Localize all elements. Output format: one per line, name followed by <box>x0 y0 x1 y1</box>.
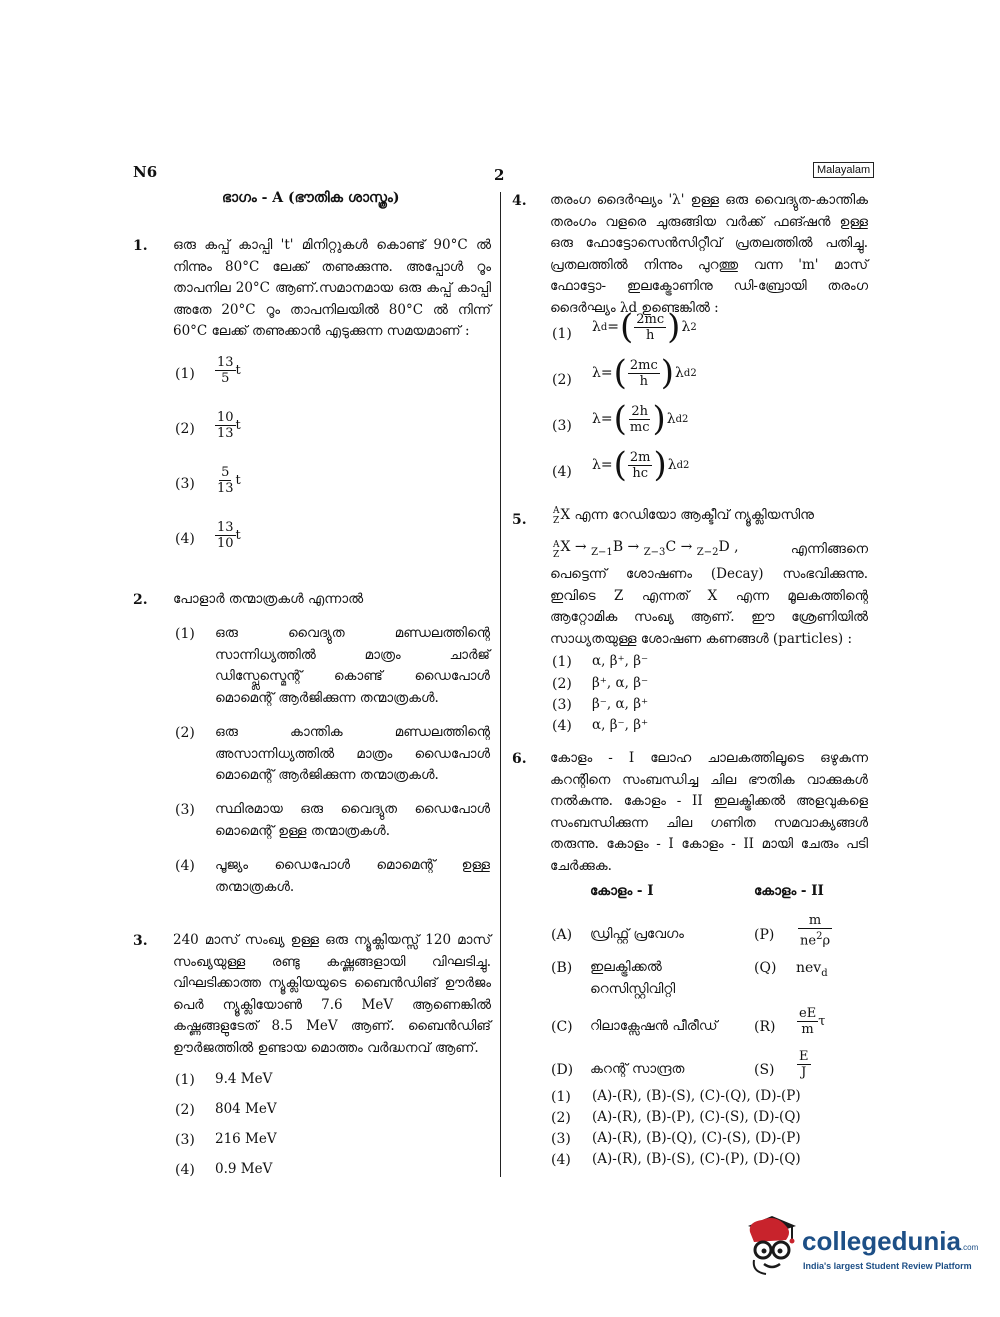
option-text: (A)-(R), (B)-(Q), (C)-(S), (D)-(P) <box>592 1130 801 1146</box>
question-number: 1. <box>133 238 148 254</box>
decay-intro: X എന്ന റേഡിയോ ആക്ടീവ് ന്യൂക്ലിയസിനു <box>560 507 815 523</box>
option-number[interactable]: (1) <box>175 366 195 382</box>
option-text: α, β⁺, β⁻ <box>592 653 649 669</box>
row-label: (C) <box>551 1019 573 1035</box>
question-number: 4. <box>512 193 527 209</box>
option-text: (A)-(R), (B)-(P), (C)-(S), (D)-(Q) <box>592 1109 801 1125</box>
option-text: (A)-(R), (B)-(S), (C)-(Q), (D)-(P) <box>592 1088 801 1104</box>
question-text: പെട്ടെന്ന് ശോഷണം (Decay) സംഭവിക്കുന്നു. ഇവിടെ Z എന്നത് X എന്ന മൂലകത്തിന്റെ ആറ്റോമിക സംഖ്യ ആണ്. ഈ ശ്രേണിയിൽ സാധ്യതയുള്ള ശോഷണ കണങ്ങൾ (particles) : <box>550 566 868 647</box>
option-number[interactable]: (1) <box>175 1072 195 1088</box>
option-number[interactable]: (4) <box>552 718 572 734</box>
denominator: 13 <box>217 481 234 496</box>
rhs: λ <box>667 457 677 473</box>
option-text: 9.4 MeV <box>215 1071 273 1087</box>
option-number[interactable]: (4) <box>175 858 195 874</box>
language-label: Malayalam <box>813 162 874 178</box>
row-label: (D) <box>551 1062 574 1078</box>
column-1-heading: കോളം - I <box>590 883 654 899</box>
option-number[interactable]: (3) <box>552 418 572 434</box>
brand-tagline: India's largest Student Review Platform <box>803 1261 972 1271</box>
numerator: 2m <box>629 449 651 465</box>
paper-code: N6 <box>133 163 158 181</box>
question-text: പോളാർ തന്മാത്രകൾ എന്നാൽ <box>173 591 364 607</box>
option-equation: λ d = ( $\frac{2mc}{h}$ ) λ 2 <box>592 307 697 347</box>
numerator: 10 <box>217 410 234 425</box>
numerator: 13 <box>217 355 234 370</box>
rhs: λ <box>675 365 684 381</box>
row-term: ഡ്രിഫ്റ്റ് പ്രവേഗം <box>590 926 684 942</box>
option-number[interactable]: (2) <box>552 676 572 692</box>
denominator: 13 <box>217 426 234 441</box>
row-label: (A) <box>551 927 573 943</box>
option-text: ഒരു കാന്തിക മണ്ഡലത്തിന്റെ അസാന്നിധ്യത്തിൽ മാത്രം ഡൈപോൾ മൊമെന്റ് ആർജിക്കുന്ന തന്മാത്രകൾ. <box>215 724 490 783</box>
lhs-subscript: d <box>600 321 608 333</box>
question-text: ഒരു കപ്പ് കാപ്പി 't' മിനിറ്റുകൾ കൊണ്ട് 90°C ൽ നിന്നും 80°C ലേക്ക് തണുക്കുന്നു. അപ്പോൾ റൂം താപനില 20°C ആണ്.സമാനമായ ഒരു കപ്പ് കാപ്പി അതേ 20°C റൂം താപനിലയിൽ 80°C ൽ നിന്ന് 60°C ലേക്ക് തണുക്കാൻ എടുക്കുന്ന സമയമാണ് : <box>173 237 491 339</box>
row-term: ഇലക്ട്രിക്കൽ റെസിസ്റ്റിവിറ്റി <box>590 959 676 997</box>
option-number[interactable]: (3) <box>551 1131 571 1147</box>
row-match-label: (P) <box>754 927 775 943</box>
chain-suffix: എന്നിങ്ങനെ <box>790 541 868 558</box>
variable: t <box>235 473 241 488</box>
denominator: 10 <box>217 536 234 551</box>
question-text: 240 മാസ് സംഖ്യ ഉള്ള ഒരു ന്യൂക്ലിയസ്സ് 120 മാസ് സംഖ്യയുള്ള രണ്ടു കഷ്ണങ്ങളായി വിഘടിച്ചു. വിഘടിക്കാത്ത ന്യൂക്ലിയയുടെ ബൈൻഡിങ് ഊർജം പെർ ന്യൂക്ലിയോൺ 7.6 MeV ആണെങ്കിൽ കഷ്ണങ്ങളുടേത് 8.5 MeV ആണ്. ബൈൻഡിങ് ഊർജത്തിൽ ഉണ്ടായ മൊത്തം വർദ്ധനവ് ആണ്. <box>173 932 491 1056</box>
formula-s: $\frac{E}{J}$ <box>799 1049 809 1080</box>
denominator: mc <box>629 419 650 435</box>
brand-name: collegedunia.com <box>802 1226 979 1256</box>
collegedunia-logo[interactable] <box>742 1212 800 1284</box>
rhs: λ <box>681 319 691 335</box>
numerator: 13 <box>217 520 234 535</box>
option-number[interactable]: (4) <box>551 1152 571 1168</box>
option-equation: λ = ( $\frac{2m}{hc}$ ) λ d 2 <box>592 445 690 485</box>
mascot-icon <box>742 1212 800 1280</box>
numerator: 2h <box>631 403 648 419</box>
row-term: റിലാക്സേഷൻ പീരീഡ് <box>590 1018 718 1034</box>
option-number[interactable]: (1) <box>552 654 572 670</box>
question-number: 2. <box>133 592 148 608</box>
decay-chain: A Z X → $_{Z-1}$B → $_{Z-3}$C → $_{Z-2}$D , എന്നിങ്ങനെ <box>553 539 868 560</box>
denominator: h <box>639 373 648 389</box>
numerator: 2mc <box>636 311 665 327</box>
option-number[interactable]: (1) <box>175 626 195 642</box>
option-fraction <box>215 520 241 551</box>
question-text: കോളം - I ലോഹ ചാലകത്തിലൂടെ ഒഴുകുന്ന കറന്റിനെ സംബന്ധിച്ച ചില ഭൗതിക വാക്കുകൾ നൽകുന്നു. കോളം - II ഇലക്ട്രിക്കൽ അളവുകളെ സംബന്ധിക്കുന്ന ചില ഗണിത സമവാക്യങ്ങൾ തരുന്നു. കോളം - I കോളം - II മായി ചേരും പടി ചേർക്കുക. <box>550 750 868 874</box>
variable: t <box>235 418 241 433</box>
column-2-heading: കോളം - II <box>754 883 824 899</box>
row-match-label: (Q) <box>754 960 777 976</box>
question-number: 6. <box>512 751 527 767</box>
option-number[interactable]: (4) <box>175 531 195 547</box>
question-text: തരംഗ ദൈർഘ്യം 'λ' ഉള്ള ഒരു വൈദ്യുത-കാന്തിക തരംഗം വളരെ ചുരുങ്ങിയ വർക്ക് ഫങ്ഷൻ ഉള്ള ഒരു ഫോട്ടോസെൻസിറ്റീവ് പ്രതലത്തിൽ പതിച്ചു. പ്രതലത്തിൽ നിന്നും പുറത്തു വന്ന 'm' മാസ് ഫോട്ടോ- ഇലക്ട്രോണിനു ഡി-ബ്രോയി തരംഗ ദൈർഘ്യം λd ഉണ്ടെങ്കിൽ : <box>550 192 868 316</box>
option-number[interactable]: (3) <box>175 802 195 818</box>
formula-p: $\frac{m}{ne^2\rho}$ <box>800 913 831 949</box>
formula-q: nev$_d$ <box>796 960 828 979</box>
row-term: കറന്റ് സാന്ദ്രത <box>590 1061 685 1077</box>
option-equation: λ = ( $\frac{2h}{mc}$ ) λ d 2 <box>592 399 689 439</box>
rhs-subscript: d <box>676 459 684 471</box>
option-number[interactable]: (2) <box>175 1102 195 1118</box>
option-text: β⁺, α, β⁻ <box>592 675 649 691</box>
option-text: (A)-(R), (B)-(S), (C)-(P), (D)-(Q) <box>592 1151 801 1167</box>
rhs-superscript: 2 <box>690 367 697 379</box>
rhs-subscript: d <box>683 367 691 379</box>
option-number[interactable]: (1) <box>551 1089 571 1105</box>
option-text: 216 MeV <box>215 1131 277 1147</box>
brand-suffix: .com <box>960 1243 979 1252</box>
lhs: λ <box>592 319 601 335</box>
rhs-superscript: 2 <box>682 413 689 425</box>
question-number: 5. <box>512 512 527 528</box>
option-number[interactable]: (2) <box>551 1110 571 1126</box>
denominator: hc <box>632 465 648 481</box>
column-divider <box>500 192 501 1177</box>
variable: t <box>235 528 241 543</box>
rhs-superscript: 2 <box>690 321 697 333</box>
question-number: 3. <box>133 933 148 949</box>
option-text: 804 MeV <box>215 1101 277 1117</box>
denominator: 5 <box>221 371 230 386</box>
option-number[interactable]: (3) <box>552 697 572 713</box>
numerator: 2mc <box>629 357 658 373</box>
row-label: (B) <box>551 960 573 976</box>
option-number[interactable]: (2) <box>175 421 195 437</box>
section-title: ഭാഗം - A (ഭൗതിക ശാസ്ത്രം) <box>222 190 400 206</box>
option-number[interactable]: (4) <box>552 464 572 480</box>
option-text: സ്ഥിരമായ ഒരു വൈദ്യുത ഡൈപോൾ മൊമെന്റ് ഉള്ള തന്മാത്രകൾ. <box>215 801 490 839</box>
option-number[interactable]: (3) <box>175 476 195 492</box>
row-match-label: (S) <box>754 1062 775 1078</box>
formula-r: $\frac{eE}{m}$ τ <box>799 1006 826 1037</box>
option-fraction <box>215 355 241 386</box>
option-fraction <box>215 410 241 441</box>
option-text: 0.9 MeV <box>215 1161 273 1177</box>
denominator: h <box>646 327 655 343</box>
option-fraction <box>215 465 241 496</box>
lhs: λ <box>592 365 601 381</box>
nuclide-symbol: A Z X എന്ന റേഡിയോ ആക്ടീവ് ന്യൂക്ലിയസിനു <box>553 505 815 526</box>
row-match-label: (R) <box>754 1019 776 1035</box>
option-number[interactable]: (2) <box>175 725 195 741</box>
option-number[interactable]: (4) <box>175 1162 195 1178</box>
lhs: λ <box>592 457 601 473</box>
option-text: α, β⁻, β⁺ <box>592 717 649 733</box>
variable: t <box>235 363 241 378</box>
option-equation: λ = ( $\frac{2mc}{h}$ ) λ d 2 <box>592 353 697 393</box>
option-number[interactable]: (2) <box>552 372 572 388</box>
rhs-superscript: 2 <box>683 459 690 471</box>
option-text: β⁻, α, β⁺ <box>592 696 649 712</box>
option-text: ഒരു വൈദ്യുത മണ്ഡലത്തിന്റെ സാന്നിധ്യത്തിൽ മാത്രം ചാർജ് ഡിസ്പ്ലേസ്മെന്റ് കൊണ്ട് ഡൈപോൾ മൊമെന്റ് ആർജിക്കുന്ന തന്മാത്രകൾ. <box>215 625 490 706</box>
lhs: λ <box>592 411 601 427</box>
option-number[interactable]: (3) <box>175 1132 195 1148</box>
option-number[interactable]: (1) <box>552 326 572 342</box>
rhs: λ <box>666 411 676 427</box>
page-number: 2 <box>494 166 505 184</box>
rhs-subscript: d <box>675 413 683 425</box>
numerator: 5 <box>221 465 230 480</box>
option-text: പൂജ്യം ഡൈപോൾ മൊമെന്റ് ഉള്ള തന്മാത്രകൾ. <box>215 857 490 895</box>
